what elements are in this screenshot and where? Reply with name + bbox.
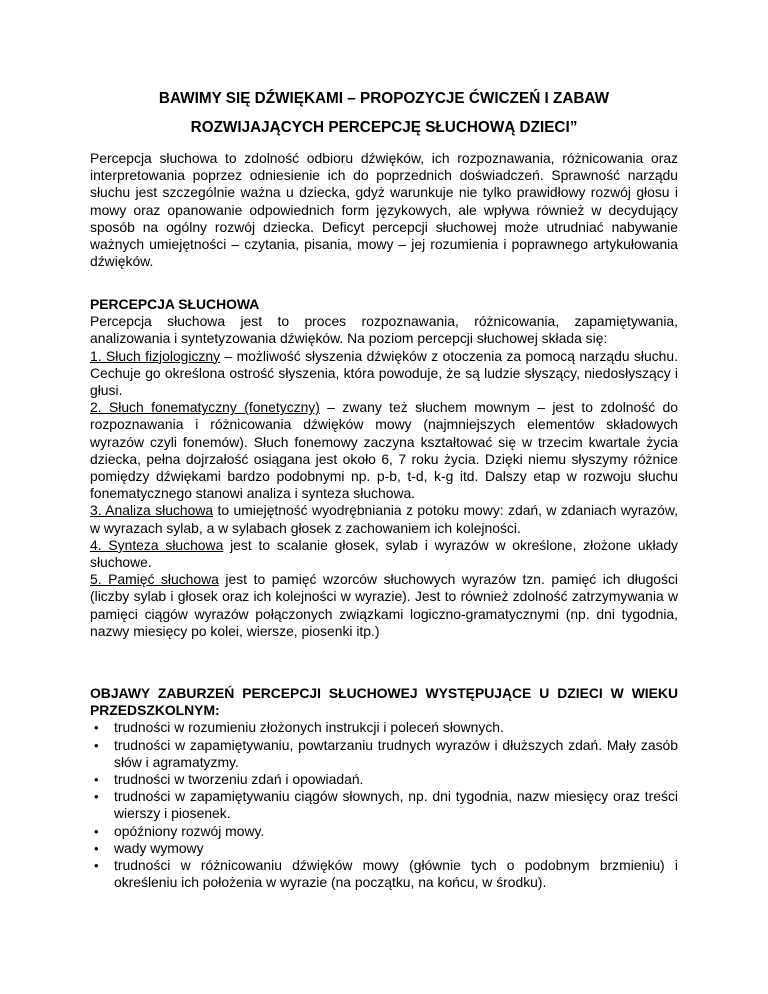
definition-term: 3. Analiza słuchowa bbox=[90, 502, 214, 519]
definition-item bbox=[90, 537, 678, 571]
bullet-icon: • bbox=[94, 858, 99, 874]
list-item bbox=[90, 823, 678, 840]
list-item bbox=[90, 737, 678, 771]
section-heading-symptoms: OBJAWY ZABURZEŃ PERCEPCJI SŁUCHOWEJ WYSTĘPUJĄCE U DZIECI W WIEKU PRZEDSZKOLNYM: bbox=[90, 685, 678, 719]
list-item-text: trudności w różnicowaniu dźwięków mowy (głównie tych o podobnym brzmieniu) i określeniu ich położenia w wyrazie (na początku, na końcu, w środku). bbox=[114, 857, 678, 891]
definition-term: 2. Słuch fonematyczny (fonetyczny) bbox=[90, 399, 320, 416]
list-item bbox=[90, 788, 678, 822]
list-item bbox=[90, 719, 678, 736]
definition-item bbox=[90, 571, 678, 640]
title-line-1: BAWIMY SIĘ DŹWIĘKAMI – PROPOZYCJE ĆWICZEŃ I ZABAW bbox=[158, 90, 610, 107]
section-heading-auditory-perception: PERCEPCJA SŁUCHOWA bbox=[90, 296, 260, 312]
symptoms-section bbox=[90, 685, 678, 891]
section-lead: Percepcja słuchowa jest to proces rozpoznawania, różnicowania, zapamiętywania, analizowania i syntetyzowania dźwięków. Na poziom percepcji słuchowej składa się: bbox=[90, 313, 678, 347]
definition-term: 1. Słuch fizjologiczny bbox=[90, 347, 221, 364]
definition-text: to umiejętność wyodrębniania z potoku mowy: zdań, w zdaniach wyrazów, w wyrazach sylab, a w sylabach głosek z zachowaniem ich kolejności. bbox=[90, 502, 678, 536]
auditory-perception-section bbox=[90, 296, 678, 640]
definition-item bbox=[90, 399, 678, 502]
document-title bbox=[90, 84, 678, 142]
bullet-icon: • bbox=[94, 772, 99, 788]
list-item bbox=[90, 840, 678, 857]
list-item-text: trudności w rozumieniu złożonych instrukcji i poleceń słownych. bbox=[114, 719, 504, 736]
title-line-2: ROZWIJAJĄCYCH PERCEPCJĘ SŁUCHOWĄ DZIECI” bbox=[190, 119, 578, 136]
list-item-text: trudności w zapamiętywaniu ciągów słownych, np. dni tygodnia, nazw miesięcy oraz treści wierszy i piosenek. bbox=[114, 788, 678, 822]
definition-term: 5. Pamięć słuchowa bbox=[90, 571, 219, 588]
bullet-icon: • bbox=[94, 720, 99, 736]
definition-text: – zwany też słuchem mownym – jest to zdolność do rozpoznawania i różnicowania dźwięków mowy (najmniejszych elementów składowych wyrazów czyli fonemów). Słuch fonemowy zaczyna kształtować się w trzecim kwartale życia dziecka, pełna dojrzałość osiągana jest około 6, 7 roku życia. Dzięki niemu słyszymy różnice pomiędzy dźwiękami bardzo podobnymi np. p-b, t-d, k-g itd. Dalszy etap w rozwoju słuchu fonematycznego stanowi analiza i synteza słuchowa. bbox=[90, 399, 679, 502]
intro-section bbox=[90, 150, 678, 270]
definition-text: – możliwość słyszenia dźwięków z otoczenia za pomocą narządu słuchu. Cechuje go określona ostrość słyszenia, która powoduje, że są ludzie słyszący, niedosłyszący i głusi. bbox=[90, 347, 678, 399]
list-item bbox=[90, 771, 678, 788]
definition-text: jest to scalanie głosek, sylab i wyrazów w określone, złożone układy słuchowe. bbox=[90, 536, 678, 571]
list-item-text: wady wymowy bbox=[114, 839, 204, 856]
definition-item bbox=[90, 502, 678, 536]
definition-item bbox=[90, 348, 678, 400]
bullet-icon: • bbox=[94, 789, 99, 805]
definition-text: jest to pamięć wzorców słuchowych wyrazów tzn. pamięć ich długości (liczby sylab i głosek oraz ich kolejności w wyrazie). Jest to również zdolność zatrzymywania w pamięci ciągów wyrazów połączonych związkami logiczno-gramatycznymi (np. dni tygodnia, nazwy miesięcy po kolei, wiersze, piosenki itp.) bbox=[90, 571, 678, 639]
list-item-text: trudności w tworzeniu zdań i opowiadań. bbox=[114, 771, 364, 788]
intro-paragraph: Percepcja słuchowa to zdolność odbioru dźwięków, ich rozpoznawania, różnicowania oraz interpretowania poprzez odniesienie ich do poprzednich doświadczeń. Sprawność narządu słuchu jest szczególnie ważna u dziecka, gdyż warunkuje nie tylko prawidłowy rozwój głosu i mowy oraz opanowanie odpowiednich form językowych, ale wpływa również w decydujący sposób na ogólny rozwój dziecka. Deficyt percepcji słuchowej może utrudniać nabywanie ważnych umiejętności – czytania, pisania, mowy – jej rozumienia i poprawnego artykułowania dźwięków. bbox=[90, 150, 678, 270]
symptoms-list bbox=[90, 719, 678, 891]
list-item-text: trudności w zapamiętywaniu, powtarzaniu trudnych wyrazów i dłuższych zdań. Mały zasób słów i agramatyzmy. bbox=[114, 736, 678, 770]
bullet-icon: • bbox=[94, 840, 99, 856]
bullet-icon: • bbox=[94, 737, 99, 753]
list-item-text: opóźniony rozwój mowy. bbox=[114, 822, 265, 839]
definition-term: 4. Synteza słuchowa bbox=[90, 536, 224, 553]
bullet-icon: • bbox=[94, 823, 99, 839]
list-item bbox=[90, 857, 678, 891]
